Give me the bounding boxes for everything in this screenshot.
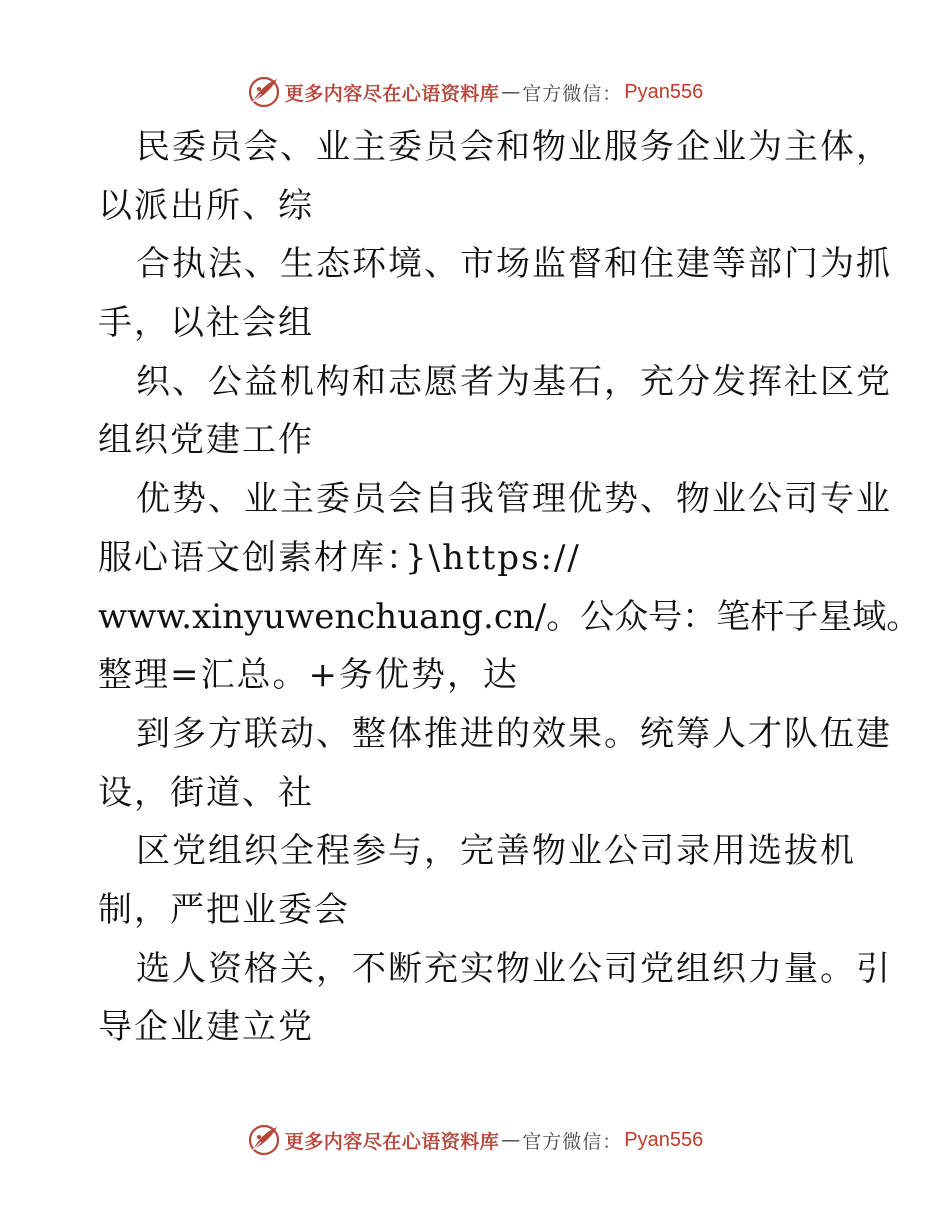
- text-line-7: 优势、业主委员会自我管理优势、物业公司专业: [136, 479, 892, 520]
- footer-separator: —: [501, 1129, 521, 1151]
- quill-logo-icon: [247, 1123, 281, 1157]
- text-line-15: 选人资格关，不断充实物业公司党组织力量。引: [136, 948, 892, 989]
- text-line-10: 整理=汇总。+务优势，达: [98, 655, 519, 696]
- text-line-16: 导企业建立党: [98, 1007, 314, 1048]
- text-line-1: 民委员会、业主委员会和物业服务企业为主体，: [136, 127, 892, 167]
- text-line-13: 区党组织全程参与，完善物业公司录用选拔机: [136, 831, 856, 872]
- footer-brand-text: 更多内容尽在心语资料库: [284, 1130, 500, 1153]
- text-line-3: 合执法、生态环境、市场监督和住建等部门为抓: [136, 244, 892, 285]
- footer-wechat-id: Pyan556: [624, 1128, 704, 1151]
- header-wechat-label: 官方微信：: [522, 82, 623, 105]
- footer-banner: [0, 1120, 950, 1160]
- text-line-5: 织、公益机构和志愿者为基石，充分发挥社区党: [136, 361, 892, 402]
- header-separator: —: [501, 81, 521, 103]
- text-line-12: 设，街道、社: [98, 772, 314, 813]
- text-line-14: 制，严把业委会: [98, 889, 350, 930]
- text-line-2: 以派出所、综: [98, 185, 314, 226]
- text-line-8: 服心语文创素材库：}\https://: [98, 537, 581, 578]
- header-brand-text: 更多内容尽在心语资料库: [284, 82, 500, 105]
- header-banner: [0, 72, 950, 112]
- text-line-11: 到多方联动、整体推进的效果。统筹人才队伍建: [136, 713, 892, 754]
- footer-wechat-label: 官方微信：: [522, 1130, 623, 1153]
- document-body: [98, 118, 921, 1057]
- text-line-6: 组织党建工作: [98, 420, 314, 461]
- text-line-4: 手，以社会组: [98, 303, 314, 344]
- quill-logo-icon: [247, 75, 281, 109]
- text-line-9: www.xinyuwenchuang.cn/。公众号：笔杆子星域。: [98, 596, 921, 637]
- header-wechat-id: Pyan556: [624, 80, 704, 103]
